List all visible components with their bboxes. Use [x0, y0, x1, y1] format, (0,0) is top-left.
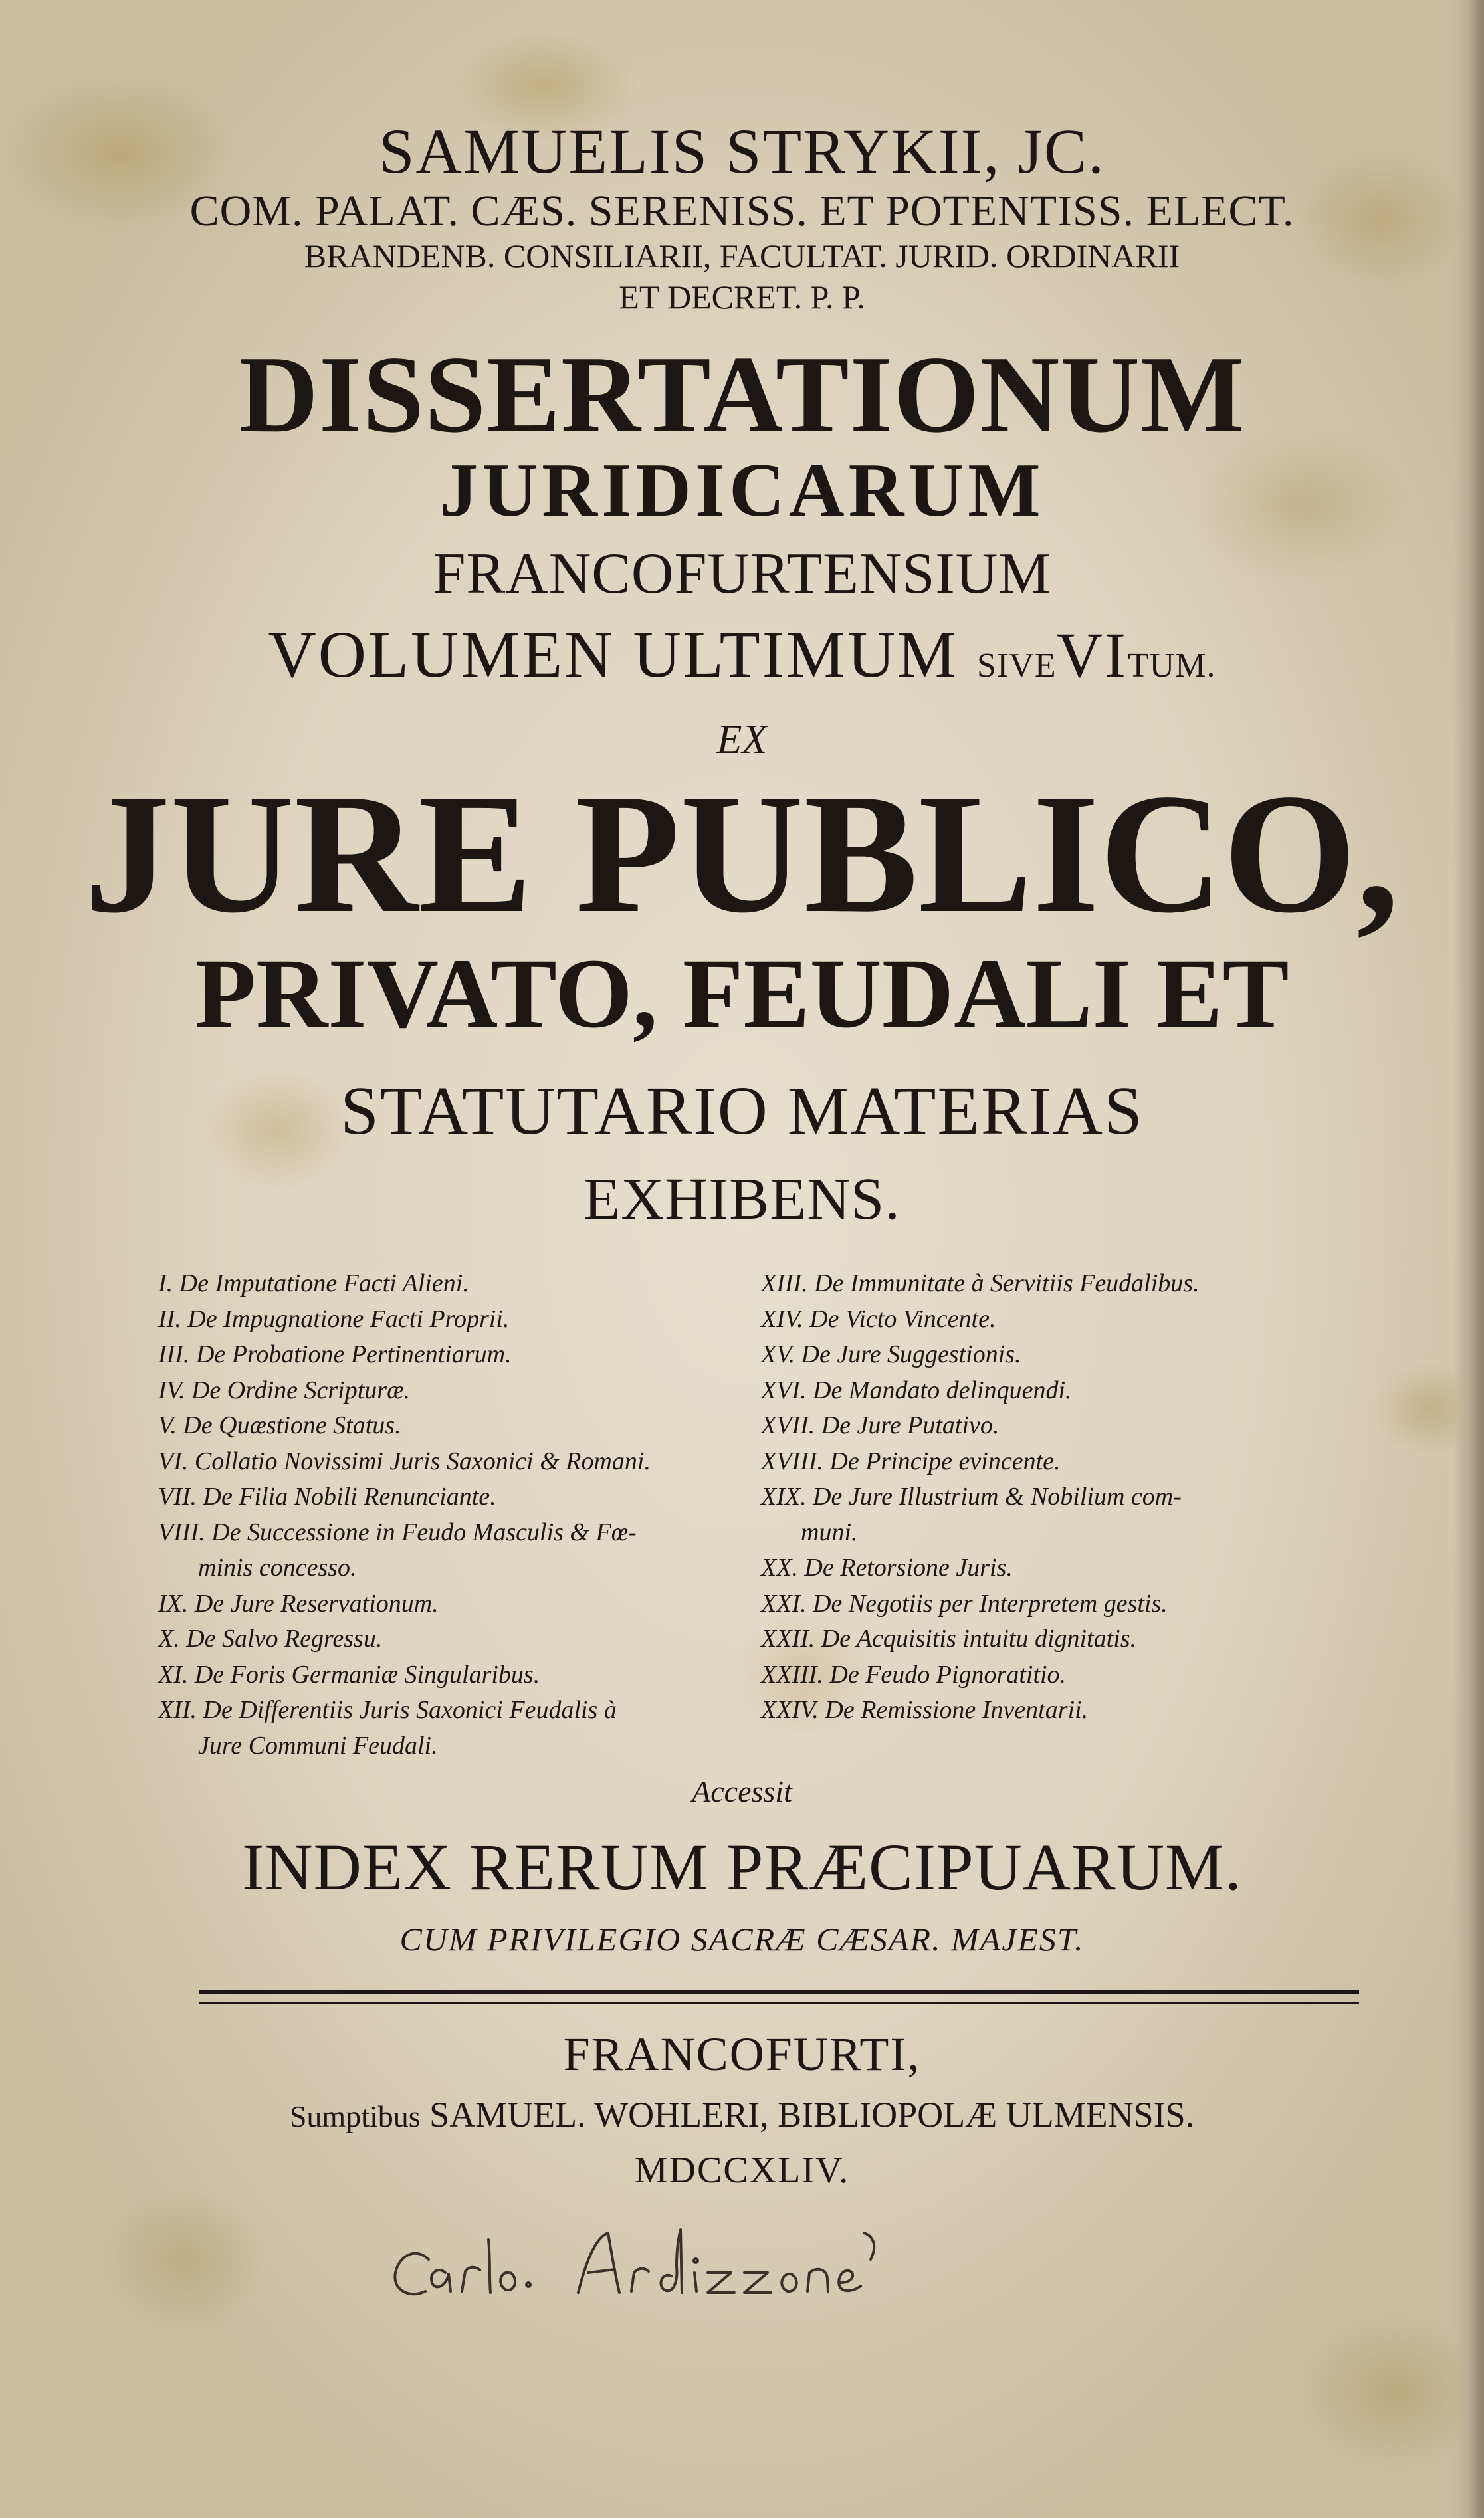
index-title: INDEX RERUM PRÆCIPUARUM.	[242, 1830, 1242, 1904]
double-rule-thin	[199, 2002, 1359, 2004]
imprint-year: MDCCXLIV.	[634, 2150, 850, 2191]
volume-sive: SIVE	[977, 647, 1057, 684]
volume-main: VOLUMEN ULTIMUM	[268, 617, 959, 691]
contents-item: V. De Quæstione Status.	[158, 1412, 401, 1439]
contents-item: IV. De Ordine Scripturæ.	[158, 1376, 410, 1404]
contents-item-continuation: minis concesso.	[198, 1554, 357, 1582]
contents-item: XXI. De Negotiis per Interpretem gestis.	[761, 1589, 1168, 1618]
imprint-publisher: SAMUEL. WOHLERI, BIBLIOPOLÆ ULMENSIS.	[429, 2095, 1195, 2135]
handwritten-signature	[359, 2173, 1090, 2326]
contents-left-column	[158, 1266, 750, 1764]
contents-item: VII. De Filia Nobili Renunciante.	[158, 1483, 496, 1511]
volume-line	[0, 617, 1484, 691]
subject-privato-feudali: PRIVATO, FEUDALI ET	[195, 938, 1289, 1049]
subject-jure-publico: JURE PUBLICO,	[84, 758, 1400, 948]
contents-item: XX. De Retorsione Juris.	[761, 1554, 1013, 1582]
contents-item: XI. De Foris Germaniæ Singularibus.	[158, 1660, 540, 1689]
contents-right-column	[761, 1266, 1372, 1729]
ex-line: EX	[716, 717, 768, 762]
author-titles-line-2: BRANDENB. CONSILIARII, FACULTAT. JURID. ORDINARII	[304, 237, 1180, 274]
contents-item-continuation: Jure Communi Feudali.	[198, 1731, 438, 1760]
contents-item: XIII. De Immunitate à Servitiis Feudalibus.	[761, 1269, 1200, 1297]
contents-item: XVI. De Mandato delinquendi.	[761, 1376, 1072, 1404]
contents-item: XXII. De Acquisitis intuitu dignitatis.	[761, 1625, 1137, 1653]
contents-item: XVII. De Jure Putativo.	[761, 1412, 1000, 1439]
title-dissertationum: DISSERTATIONUM	[239, 333, 1245, 455]
author-titles-line-3: ET DECRET. P. P.	[619, 278, 865, 316]
imprint-sumptibus: Sumptibus	[289, 2099, 421, 2133]
contents-item: XVIII. De Principe evincente.	[761, 1447, 1061, 1475]
contents-item: VIII. De Successione in Feudo Masculis & Fœ-	[158, 1518, 637, 1546]
contents-item-continuation: muni.	[801, 1518, 858, 1546]
subject-exhibens: EXHIBENS.	[583, 1166, 901, 1232]
contents-item: I. De Imputatione Facti Alieni.	[158, 1269, 469, 1297]
contents-item: X. De Salvo Regressu.	[158, 1625, 383, 1653]
title-juridicarum: JURIDICARUM	[439, 448, 1045, 533]
author-line: SAMUELIS STRYKII, JC.	[379, 116, 1105, 187]
contents-item: IX. De Jure Reservationum.	[158, 1589, 439, 1618]
volume-number: VI	[1056, 619, 1128, 690]
volume-superscript: TUM.	[1127, 647, 1216, 684]
contents-item: VI. Collatio Novissimi Juris Saxonici & Romani.	[158, 1447, 651, 1475]
imprint-city: FRANCOFURTI,	[563, 2028, 921, 2081]
imprint-publisher-line	[0, 2097, 1484, 2133]
contents-item: II. De Impugnatione Facti Proprii.	[158, 1305, 510, 1333]
contents-item: XII. De Differentiis Juris Saxonici Feudalis à	[158, 1696, 617, 1724]
privilege-line: CUM PRIVILEGIO SACRÆ CÆSAR. MAJEST.	[399, 1921, 1085, 1958]
contents-item: XIV. De Victo Vincente.	[761, 1305, 996, 1333]
contents-item: XXIII. De Feudo Pignoratitio.	[761, 1660, 1067, 1689]
double-rule-thick	[199, 1990, 1359, 1994]
contents-item: XXIV. De Remissione Inventarii.	[761, 1696, 1089, 1724]
title-francofurtensium: FRANCOFURTENSIUM	[433, 542, 1051, 606]
author-titles-line-1: COM. PALAT. CÆS. SERENISS. ET POTENTISS. ELECT.	[189, 187, 1295, 235]
accessit-line: Accessit	[692, 1774, 792, 1808]
contents-item: XV. De Jure Suggestionis.	[761, 1340, 1021, 1368]
contents-item: XIX. De Jure Illustrium & Nobilium com-	[761, 1483, 1182, 1511]
contents-item: III. De Probatione Pertinentiarum.	[158, 1340, 512, 1368]
subject-statutario: STATUTARIO MATERIAS	[340, 1073, 1144, 1149]
